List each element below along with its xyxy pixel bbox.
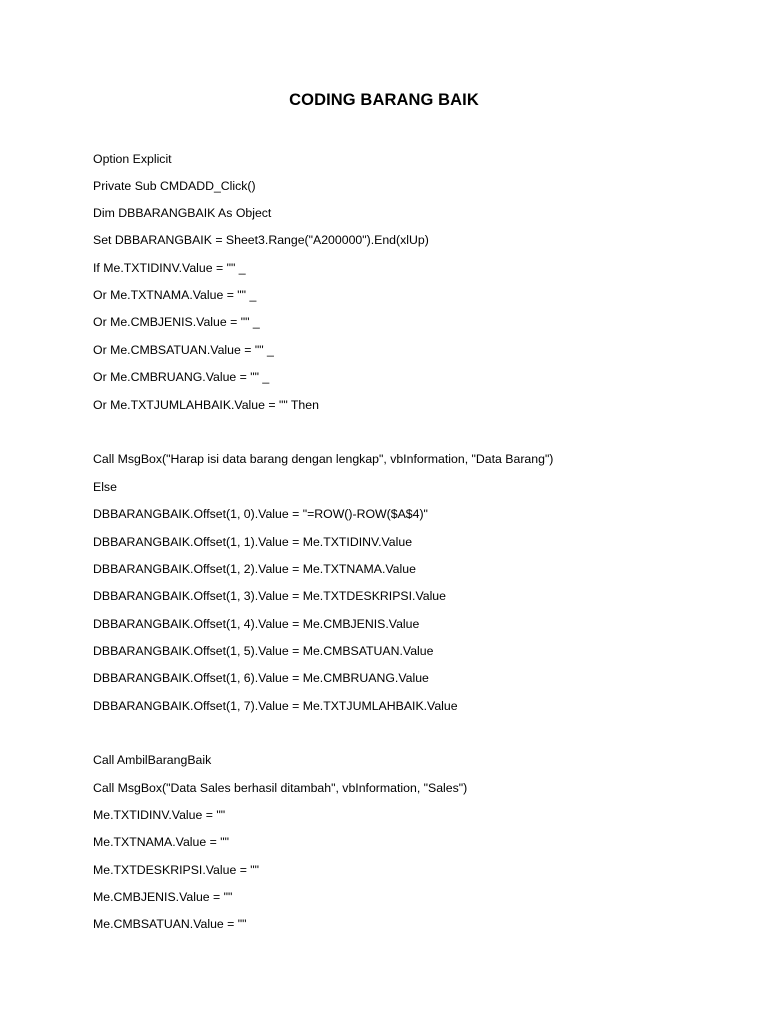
code-line: Call MsgBox("Harap isi data barang dengan lengkap", vbInformation, "Data Barang") [93,452,554,466]
code-line: Call AmbilBarangBaik [93,753,212,767]
code-line: Set DBBARANGBAIK = Sheet3.Range("A200000").End(xlUp) [93,233,429,247]
code-line: DBBARANGBAIK.Offset(1, 0).Value = "=ROW()-ROW($A$4)" [93,507,428,521]
code-line: Me.TXTNAMA.Value = "" [93,835,229,849]
code-line: DBBARANGBAIK.Offset(1, 3).Value = Me.TXTDESKRIPSI.Value [93,589,446,603]
code-line: DBBARANGBAIK.Offset(1, 5).Value = Me.CMBSATUAN.Value [93,644,434,658]
code-line: DBBARANGBAIK.Offset(1, 7).Value = Me.TXTJUMLAHBAIK.Value [93,699,458,713]
code-line: Me.CMBJENIS.Value = "" [93,890,233,904]
code-line: Private Sub CMDADD_Click() [93,179,256,193]
code-line: Call MsgBox("Data Sales berhasil ditambah", vbInformation, "Sales") [93,781,468,795]
code-line: Or Me.CMBJENIS.Value = "" _ [93,315,260,329]
code-line: Dim DBBARANGBAIK As Object [93,206,272,220]
code-line: DBBARANGBAIK.Offset(1, 4).Value = Me.CMBJENIS.Value [93,617,420,631]
code-line: Me.TXTIDINV.Value = "" [93,808,226,822]
code-line: Or Me.CMBSATUAN.Value = "" _ [93,343,274,357]
code-line: Me.TXTDESKRIPSI.Value = "" [93,863,260,877]
code-line: Else [93,480,117,494]
code-line: Option Explicit [93,152,172,166]
document-title: CODING BARANG BAIK [289,91,479,109]
code-line: Or Me.CMBRUANG.Value = "" _ [93,370,270,384]
code-line: Or Me.TXTNAMA.Value = "" _ [93,288,257,302]
code-line: Or Me.TXTJUMLAHBAIK.Value = "" Then [93,398,319,412]
code-line: If Me.TXTIDINV.Value = "" _ [93,261,246,275]
code-line: DBBARANGBAIK.Offset(1, 2).Value = Me.TXTNAMA.Value [93,562,416,576]
code-line: Me.CMBSATUAN.Value = "" [93,917,247,931]
code-line: DBBARANGBAIK.Offset(1, 1).Value = Me.TXTIDINV.Value [93,535,413,549]
code-line: DBBARANGBAIK.Offset(1, 6).Value = Me.CMBRUANG.Value [93,671,429,685]
